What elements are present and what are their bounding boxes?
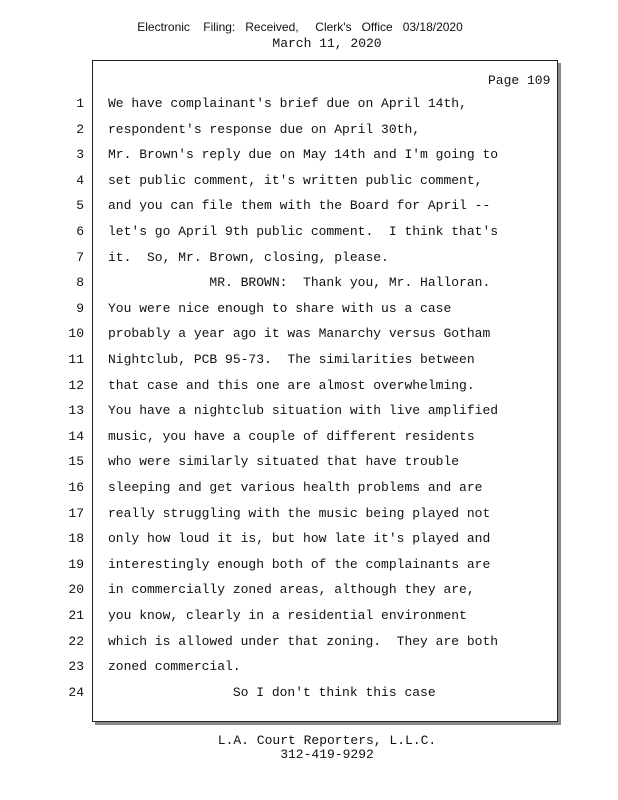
line-text: Mr. Brown's reply due on May 14th and I'm going to [108,147,499,163]
transcript-line [0,301,560,321]
line-number: 5 [76,198,84,214]
line-text: We have complainant's brief due on April 14th, [108,96,467,111]
line-text: MR. BROWN: Thank you, Mr. Halloran. [108,275,491,291]
line-number: 1 [76,96,84,111]
line-text: which is allowed under that zoning. They are both [108,633,499,649]
line-text: zoned commercial. [108,659,241,675]
line-number: 4 [76,172,84,188]
line-number: 17 [68,505,84,521]
transcript-line [0,582,560,602]
line-number: 24 [68,684,84,700]
filing-stamp: Electronic Filing: Received, Clerk's Office 03/18/2020 [137,20,463,34]
line-number: 11 [68,352,84,367]
transcript-line [0,224,560,244]
line-text: interestingly enough both of the complainants are [108,556,491,572]
line-number: 2 [76,121,84,137]
court-reporter-phone: 312-419-9292 [280,747,374,762]
transcript-line [0,378,560,398]
line-text: probably a year ago it was Manarchy versus Gotham [108,326,491,342]
line-text: respondent's response due on April 30th, [108,121,421,137]
line-text: only how loud it is, but how late it's played and [108,531,491,547]
transcript-line [0,557,560,577]
line-text: music, you have a couple of different residents [108,428,475,444]
line-number: 9 [76,300,84,316]
line-text: Nightclub, PCB 95-73. The similarities between [108,352,475,367]
transcript-line [0,685,560,705]
line-text: You have a nightclub situation with live amplified [108,403,499,419]
line-number: 8 [76,275,84,291]
court-reporter-name: L.A. Court Reporters, L.L.C. [217,733,437,748]
line-text: it. So, Mr. Brown, closing, please. [108,249,389,265]
line-text: sleeping and get various health problems and are [108,480,483,495]
line-text: So I don't think this case [108,684,436,700]
line-text: in commercially zoned areas, although they are, [108,582,475,598]
line-number: 18 [68,531,84,547]
line-number: 20 [68,582,84,598]
page-number: Page 109 [488,73,551,88]
transcript-line [0,608,560,628]
line-number: 15 [68,454,84,470]
transcript-line [0,506,560,526]
line-text: set public comment, it's written public comment, [108,172,483,188]
line-text: that case and this one are almost overwhelming. [108,377,475,393]
transcript-line [0,531,560,551]
transcript-line [0,429,560,449]
line-text: really struggling with the music being played not [108,505,491,521]
line-number: 3 [76,147,84,163]
transcript-line [0,147,560,167]
transcript-line [0,326,560,346]
line-number: 6 [76,224,84,239]
line-number: 23 [68,659,84,675]
transcript-line [0,403,560,423]
transcript-line [0,352,560,372]
transcript-line [0,454,560,474]
transcript-line [0,173,560,193]
transcript-line [0,275,560,295]
line-text: you know, clearly in a residential environment [108,608,467,623]
line-text: You were nice enough to share with us a case [108,300,452,316]
transcript-line [0,634,560,654]
line-text: and you can file them with the Board for April -- [108,198,491,214]
line-text: who were similarly situated that have trouble [108,454,460,470]
line-number: 16 [68,480,84,495]
line-number: 10 [68,326,84,342]
line-number: 19 [68,556,84,572]
line-number: 13 [68,403,84,419]
transcript-line [0,250,560,270]
line-number: 7 [76,249,84,265]
transcript-line [0,480,560,500]
line-number: 21 [68,608,84,623]
transcript-line [0,659,560,679]
line-number: 14 [68,428,84,444]
transcript-line [0,198,560,218]
line-number: 12 [68,377,84,393]
line-text: let's go April 9th public comment. I think that's [108,224,499,239]
line-number: 22 [68,633,84,649]
transcript-line [0,122,560,142]
transcript-line [0,96,560,116]
transcript-date: March 11, 2020 [272,36,382,51]
